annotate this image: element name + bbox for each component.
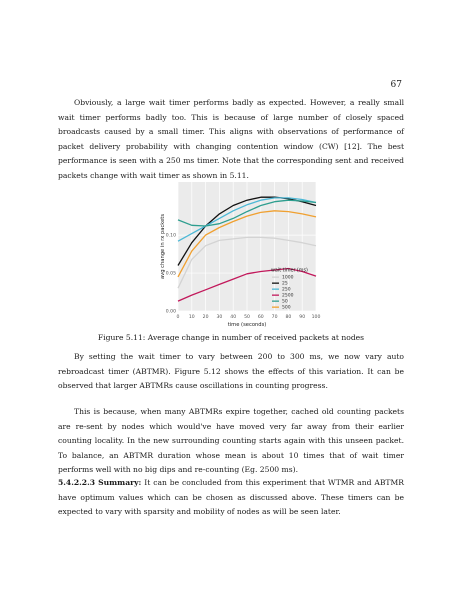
paragraph-abtmr-variation: By setting the wait timer to vary between 200 to 300 ms, we now vary auto rebroadcast timer (ABTMR). Figure 5.12 shows the effects of this variation. It can be observed that larger ABTMRs cause oscillations in counting progress. xyxy=(58,352,404,390)
paragraph-summary xyxy=(58,476,404,520)
figure-caption: Figure 5.11: Average change in number of received packets at nodes xyxy=(97,333,365,342)
x-tick-label: 10 xyxy=(188,315,195,320)
section-heading-summary: 5.4.2.2.3 Summary: xyxy=(58,478,142,487)
legend-label: 50 xyxy=(282,299,288,305)
page-number: 67 xyxy=(390,80,402,90)
legend-label: 250 xyxy=(282,287,291,293)
received-packets-chart xyxy=(158,178,322,329)
x-tick-label: 90 xyxy=(299,315,306,320)
y-tick-label: 0.05 xyxy=(165,271,176,277)
paragraph-wait-timer-results: Obviously, a large wait timer performs badly as expected. However, a really small wait timer performs badly too. This is because of large number of closely spaced broadcasts caused by a small timer. This aligns with observations of performance of packet delivery probability with changing contention window (CW) [12]. The best performance is seen with a 250 ms timer. Note that the corresponding sent and received packets change with wait timer as shown in 5.11. xyxy=(58,98,404,180)
x-tick-label: 50 xyxy=(244,315,250,320)
paragraph-abtmr-explanation: This is because, when many ABTMRs expire together, cached old counting packets are re-sent by nodes which would've have moved very far away from their earlier counting locality. In the new surrounding counting starts again with this unseen packet. To balance, an ABTMR duration whose mean is about 10 times that of wait timer performs well with no big dips and re-counting (Eg. 2500 ms). xyxy=(58,407,404,474)
summary-body: It can be concluded from this experiment that WTMR and ABTMR have optimum values which can be chosen as discussed above. These timers can be expected to vary with sparsity and mobility of nodes as will be seen later. xyxy=(58,478,404,516)
y-tick-label: 0.00 xyxy=(165,309,176,315)
x-tick-label: 30 xyxy=(216,315,223,320)
x-axis-label: time (seconds) xyxy=(227,322,267,328)
legend-label: 25 xyxy=(282,281,288,287)
x-tick-label: 0 xyxy=(176,315,180,320)
x-tick-label: 40 xyxy=(230,315,237,320)
legend-label: 500 xyxy=(282,305,291,311)
x-tick-label: 80 xyxy=(285,315,292,320)
y-tick-label: 0.10 xyxy=(165,233,176,239)
legend-label: 1000 xyxy=(282,275,294,281)
x-tick-label: 20 xyxy=(202,315,209,320)
figure-5-11 xyxy=(158,178,322,329)
legend-label: 2500 xyxy=(282,293,294,299)
legend-title: wait timer (ms) xyxy=(271,268,308,274)
x-tick-label: 70 xyxy=(271,315,278,320)
x-tick-label: 100 xyxy=(311,315,321,320)
y-axis-label: avg change in rx packets xyxy=(160,213,166,280)
x-tick-label: 60 xyxy=(257,315,264,320)
